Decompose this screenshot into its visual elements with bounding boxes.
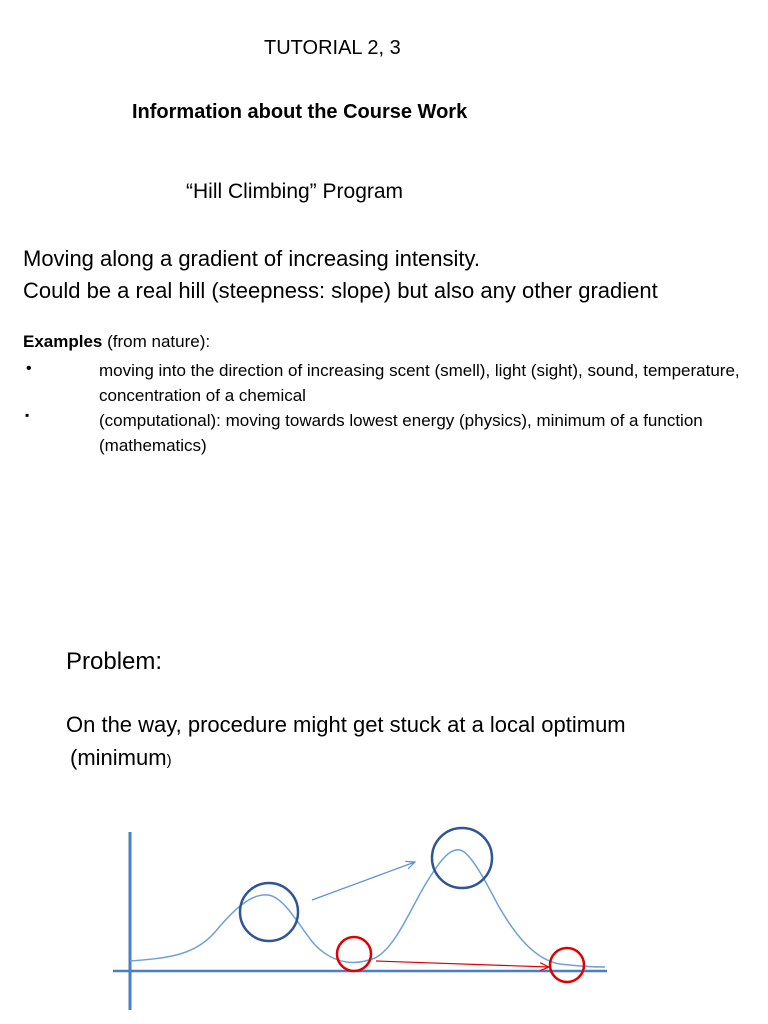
- problem-line-1: On the way, procedure might get stuck at a local optimum: [66, 712, 626, 737]
- square-bullet-icon: ▪: [25, 408, 30, 422]
- problem-line-2: [70, 745, 172, 771]
- list-item: moving into the direction of increasing scent (smell), light (sight), sound, temperature, concentration of a chemical: [99, 361, 740, 405]
- problem-heading: Problem:: [66, 648, 163, 675]
- climb-arrow: [312, 862, 415, 900]
- local-maximum-circle-icon: [240, 883, 298, 941]
- examples-heading: [23, 332, 210, 352]
- bullet-icon: •: [26, 360, 32, 377]
- examples-label-suffix: (from nature):: [102, 332, 211, 351]
- hill-climbing-diagram: [0, 800, 768, 1024]
- minimum-arrow: [376, 961, 549, 967]
- page-title: TUTORIAL 2, 3: [264, 37, 401, 59]
- list-item: (computational): moving towards lowest energy (physics), minimum of a function (mathematics): [99, 411, 703, 455]
- problem-line-2-main: (minimum: [70, 745, 167, 770]
- global-maximum-circle-icon: [432, 828, 492, 888]
- problem-line-2-paren: ): [166, 752, 172, 769]
- intro-line-2: Could be a real hill (steepness: slope) but also any other gradient: [23, 278, 658, 303]
- local-minimum-circle-icon: [337, 937, 371, 971]
- examples-label: Examples: [23, 332, 103, 351]
- program-title: “Hill Climbing” Program: [186, 180, 404, 203]
- section-heading: Information about the Course Work: [132, 101, 468, 123]
- landscape-curve: [130, 850, 605, 967]
- intro-line-1: Moving along a gradient of increasing intensity.: [23, 246, 480, 271]
